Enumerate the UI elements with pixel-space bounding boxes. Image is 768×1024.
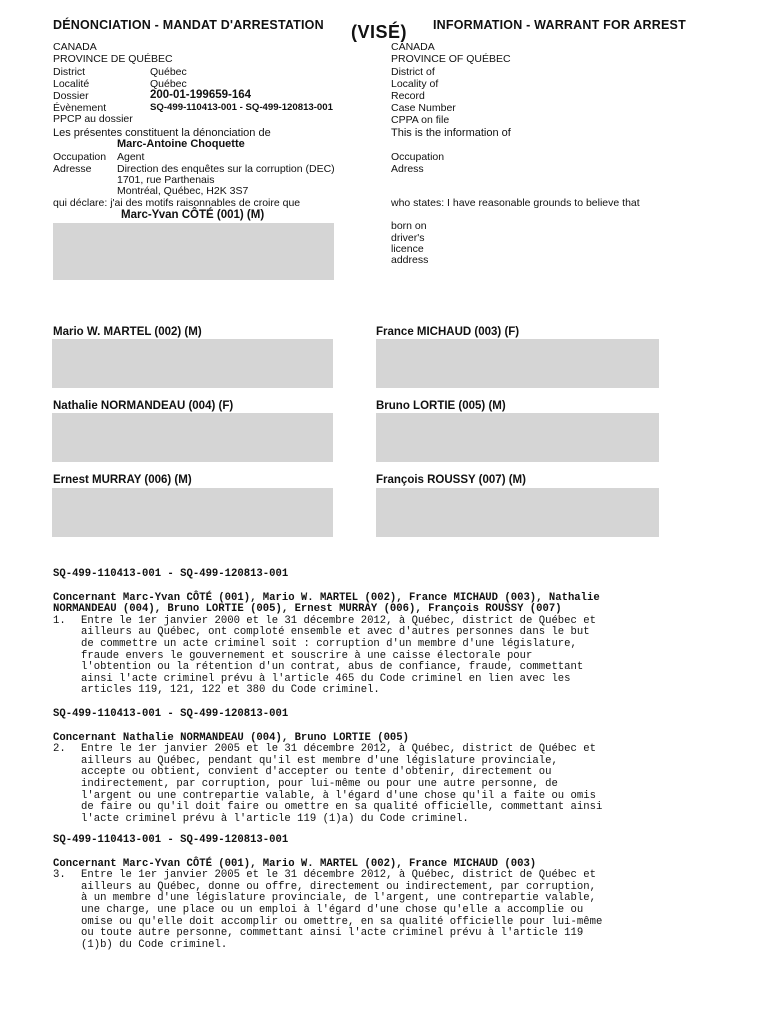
count-3-text-line: ou toute autre personne, commettant ainsi l'acte criminel prévu à l'article 119 bbox=[81, 927, 584, 940]
right-title: INFORMATION - WARRANT FOR ARREST bbox=[433, 18, 686, 32]
adresse-line1: Direction des enquêtes sur la corruption (DEC) bbox=[117, 163, 335, 175]
count-2-number: 2. bbox=[53, 743, 66, 756]
declare-line: qui déclare: j'ai des motifs raisonnables de croire que bbox=[53, 197, 301, 209]
right-occupation-label: Occupation bbox=[391, 151, 445, 163]
count-1-text-line: de commettre un acte criminel soit : corruption d'un membre d'une législature, bbox=[81, 637, 577, 650]
count-1-text-line: articles 119, 121, 122 et 380 du Code criminel. bbox=[81, 684, 380, 697]
case-number-label: Case Number bbox=[391, 102, 456, 114]
count-2-text-line: l'argent ou une contrepartie valable, à l'égard d'une chose qu'il a faite ou omis bbox=[81, 789, 596, 802]
count-1-concerning-line: Concernant Marc-Yvan CÔTÉ (001), Mario W. MARTEL (002), France MICHAUD (003), Nathalie bbox=[53, 591, 600, 604]
redacted-box-003 bbox=[376, 339, 659, 388]
count-2 bbox=[53, 709, 602, 825]
right-adress-label: Adress bbox=[391, 163, 424, 175]
count-2-text-line: indirectement, par corruption, pour lui-même ou pour une autre personne, de bbox=[81, 777, 558, 790]
left-title: DÉNONCIATION - MANDAT D'ARRESTATION bbox=[53, 18, 324, 32]
evenement-value: SQ-499-110413-001 - SQ-499-120813-001 bbox=[150, 102, 333, 113]
count-2-text-line: Entre le 1er janvier 2005 et le 31 décembre 2012, à Québec, district de Québec et bbox=[81, 743, 596, 756]
occupation-label: Occupation bbox=[53, 151, 107, 163]
occupation-value: Agent bbox=[117, 151, 145, 163]
count-3-text-line: ailleurs au Québec, donne ou offre, directement ou indirectement, par corruption, bbox=[81, 880, 596, 893]
localite-label: Localité bbox=[53, 78, 90, 90]
count-2-event: SQ-499-110413-001 - SQ-499-120813-001 bbox=[53, 708, 289, 720]
count-2-text-line: l'acte criminel prévu à l'article 119 (1)a) du Code criminel. bbox=[81, 812, 469, 825]
count-1 bbox=[53, 569, 600, 697]
ppcp-label: PPCP au dossier bbox=[53, 113, 133, 125]
redacted-box-001 bbox=[53, 223, 334, 280]
count-1-number: 1. bbox=[53, 614, 66, 627]
count-3-number: 3. bbox=[53, 869, 66, 882]
right-intro: This is the information of bbox=[391, 127, 511, 139]
accused-004-name: Nathalie NORMANDEAU (004) (F) bbox=[53, 400, 234, 412]
states-line: who states: I have reasonable grounds to believe that bbox=[391, 197, 640, 209]
drivers-label: driver's bbox=[391, 232, 425, 244]
redacted-box-004 bbox=[52, 413, 333, 462]
licence-label: licence bbox=[391, 243, 424, 255]
left-province: PROVINCE DE QUÉBEC bbox=[53, 53, 173, 65]
accused-006-name: Ernest MURRAY (006) (M) bbox=[53, 474, 192, 486]
localite-value: Québec bbox=[150, 78, 187, 90]
adresse-line2: 1701, rue Parthenais bbox=[117, 174, 215, 186]
count-2-text-line: ailleurs au Québec, pendant qu'il est membre d'une législature provinciale, bbox=[81, 754, 558, 767]
district-value: Québec bbox=[150, 66, 187, 78]
count-1-text-line: Entre le 1er janvier 2000 et le 31 décembre 2012, à Québec, district de Québec et bbox=[81, 614, 596, 627]
accused-002-name: Mario W. MARTEL (002) (M) bbox=[53, 326, 202, 338]
adresse-line3: Montréal, Québec, H2K 3S7 bbox=[117, 185, 249, 197]
informant-intro: Les présentes constituent la dénonciation de bbox=[53, 127, 271, 139]
locality-label: Locality of bbox=[391, 78, 439, 90]
accused-007-name: François ROUSSY (007) (M) bbox=[376, 474, 526, 486]
informant-name: Marc-Antoine Choquette bbox=[117, 138, 245, 150]
count-1-event: SQ-499-110413-001 - SQ-499-120813-001 bbox=[53, 568, 289, 580]
district-of-label: District of bbox=[391, 66, 435, 78]
record-label: Record bbox=[391, 90, 425, 102]
evenement-label: Évènement bbox=[53, 102, 107, 114]
redacted-box-005 bbox=[376, 413, 659, 462]
count-2-concerning-line: Concernant Nathalie NORMANDEAU (004), Bruno LORTIE (005) bbox=[53, 731, 410, 744]
accused-001-name: Marc-Yvan CÔTÉ (001) (M) bbox=[121, 209, 265, 221]
count-3-event: SQ-499-110413-001 - SQ-499-120813-001 bbox=[53, 834, 289, 846]
count-3-text-line: (1)b) du Code criminel. bbox=[81, 938, 228, 951]
cppa-label: CPPA on file bbox=[391, 114, 450, 126]
count-3 bbox=[53, 835, 602, 951]
count-1-concerning-line: NORMANDEAU (004), Bruno LORTIE (005), Ernest MURRAY (006), François ROUSSY (007) bbox=[53, 603, 562, 616]
redacted-box-006 bbox=[52, 488, 333, 537]
accused-005-name: Bruno LORTIE (005) (M) bbox=[376, 400, 506, 412]
count-3-text-line: Entre le 1er janvier 2005 et le 31 décembre 2012, à Québec, district de Québec et bbox=[81, 869, 596, 882]
adresse-label: Adresse bbox=[53, 163, 92, 175]
count-2-text-line: accepte ou obtient, convient d'accepter ou tente d'obtenir, directement ou bbox=[81, 766, 552, 779]
address-label: address bbox=[391, 254, 429, 266]
count-3-text-line: une charge, une place ou un emploi à l'égard d'une chose qu'elle a accomplie ou bbox=[81, 903, 584, 916]
born-on-label: born on bbox=[391, 220, 427, 232]
count-3-text-line: omise ou qu'elle doit accomplir ou omettre, en sa qualité officielle pour lui-même bbox=[81, 915, 603, 928]
right-province: PROVINCE OF QUÉBEC bbox=[391, 53, 511, 65]
count-1-text-line: ainsi l'acte criminel prévu à l'article 465 du Code criminel en lien avec les bbox=[81, 672, 571, 685]
count-3-text-line: à un membre d'une législature provinciale, de l'argent, une contrepartie valable, bbox=[81, 892, 596, 905]
count-1-text-line: ailleurs au Québec, ont comploté ensemble et avec d'autres personnes dans le but bbox=[81, 626, 590, 639]
district-label: District bbox=[53, 66, 86, 78]
count-1-text-line: fraude envers le gouvernement et souscrire à une caisse électorale pour bbox=[81, 649, 533, 662]
vise-stamp: (VISÉ) bbox=[351, 22, 408, 42]
accused-003-name: France MICHAUD (003) (F) bbox=[376, 326, 520, 338]
count-1-text-line: l'obtention ou la rétention d'un contrat, abus de confiance, fraude, commettant bbox=[81, 661, 584, 674]
count-3-concerning-line: Concernant Marc-Yvan CÔTÉ (001), Mario W. MARTEL (002), France MICHAUD (003) bbox=[53, 857, 537, 870]
right-country: CANADA bbox=[391, 41, 435, 53]
dossier-label: Dossier bbox=[53, 90, 89, 102]
count-2-text-line: de faire ou qu'il doit faire ou omettre en sa qualité officielle, commettant ainsi bbox=[81, 801, 603, 814]
left-country: CANADA bbox=[53, 41, 97, 53]
redacted-box-002 bbox=[52, 339, 333, 388]
redacted-box-007 bbox=[376, 488, 659, 537]
dossier-value: 200-01-199659-164 bbox=[150, 89, 252, 101]
